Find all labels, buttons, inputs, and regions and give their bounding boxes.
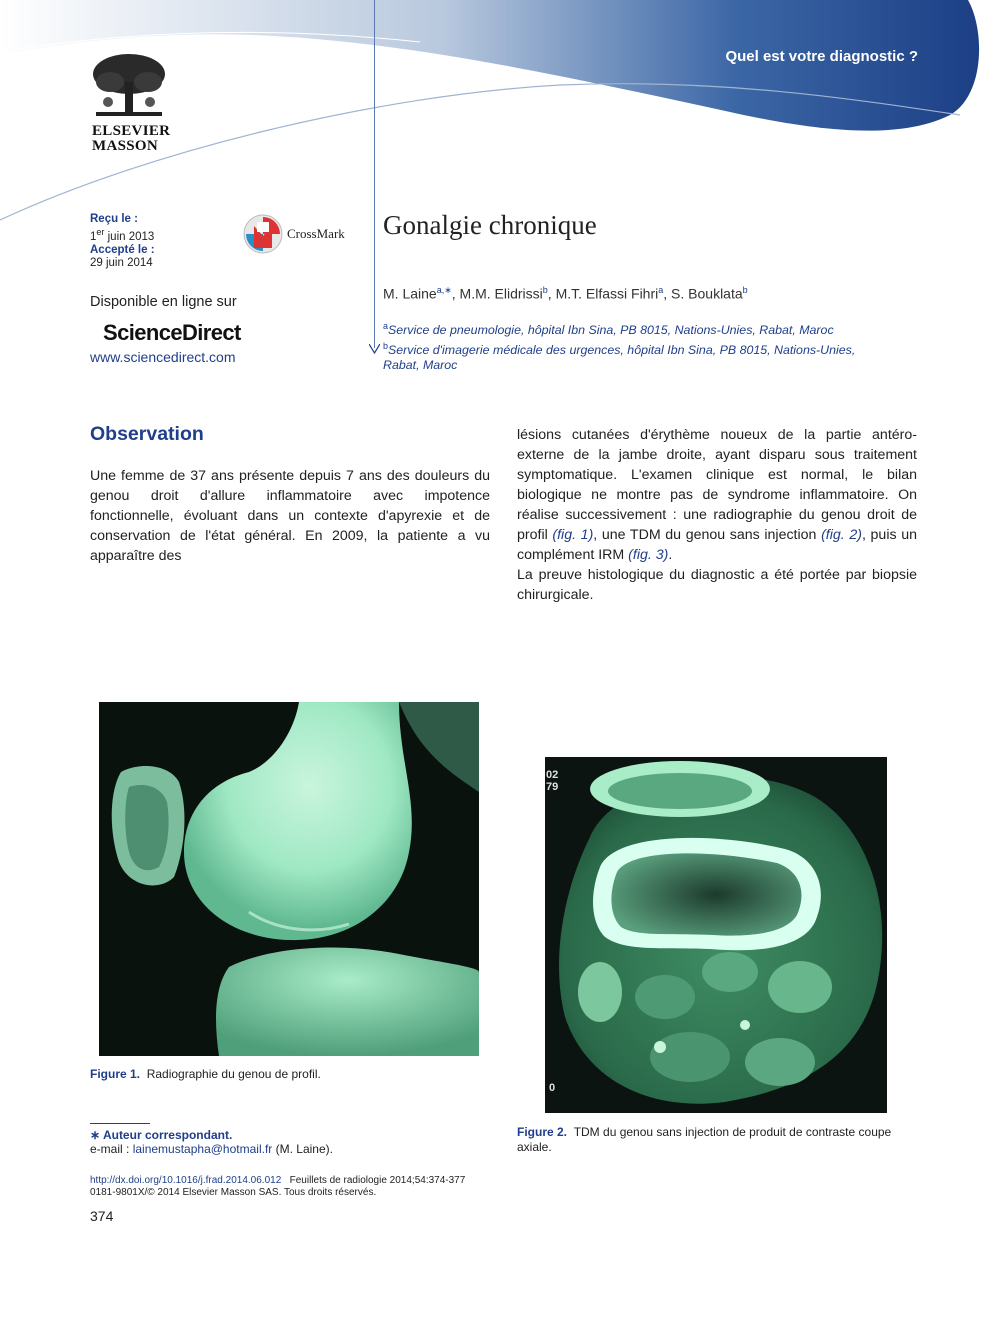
author-1: M. Laine xyxy=(383,285,437,302)
availability-label: Disponible en ligne sur xyxy=(90,294,237,310)
corresponding-author-label: ∗ Auteur correspondant. xyxy=(90,1128,233,1142)
accepted-label: Accepté le : xyxy=(90,243,155,256)
section-label: Quel est votre diagnostic ? xyxy=(725,48,918,65)
figure-1-caption: Figure 1. Radiographie du genou de profil. xyxy=(90,1067,321,1081)
affiliations xyxy=(383,319,883,374)
email-line: e-mail : lainemustapha@hotmail.fr (M. Laine). xyxy=(90,1142,333,1156)
copyright: 0181-9801X/© 2014 Elsevier Masson SAS. Tous droits réservés. xyxy=(90,1187,377,1198)
footnote-rule xyxy=(90,1123,150,1124)
arrow-down-icon xyxy=(369,344,380,354)
affiliation-b-cont: Rabat, Maroc xyxy=(383,358,458,373)
email-link[interactable]: lainemustapha@hotmail.fr xyxy=(132,1142,273,1156)
observation-paragraph-1: Une femme de 37 ans présente depuis 7 ans des douleurs du genou droit d'allure inflammatoire avec impotence fonctionnelle, évoluant dans un contexte d'apyrexie et de conservation de l'état général. En 2009, la patiente a vu apparaître des xyxy=(90,468,490,564)
crossmark-label: CrossMark xyxy=(287,226,345,241)
elsevier-tree-logo xyxy=(90,52,168,122)
received-label: Reçu le : xyxy=(90,213,138,225)
fig2-ref[interactable]: (fig. 2) xyxy=(821,527,862,543)
figure-2-caption: Figure 2. TDM du genou sans injection de produit de contraste coupe axiale. xyxy=(517,1125,892,1154)
vertical-rule xyxy=(374,0,375,348)
sciencedirect-logo: ScienceDirect xyxy=(103,320,241,345)
observation-paragraph-2: lésions cutanées d'érythème noueux de la partie antéro-externe de la jambe droite, ayant disparu sous traitement symptomatique. L'examen clinique est normal, le bilan biologique ne montre pas de syndrome inflammatoire. On réalise successivement : une radiographie du genou droit de profil (fig. 1), une TDM du genou sans injection (fig. 2), puis un complément IRM (fig. 3). La preuve histologique du diagnostic a été portée par biopsie chirurgicale. xyxy=(517,427,917,603)
article-title: Gonalgie chronique xyxy=(383,210,597,240)
crossmark-badge[interactable] xyxy=(243,214,345,254)
figure-1-xray-image xyxy=(99,702,479,1056)
fig3-ref[interactable]: (fig. 3) xyxy=(628,547,669,563)
footer-citation xyxy=(90,1175,465,1199)
affiliation-b: $^b$Service d'imagerie médicale des urgences, hôpital Ibn Sina, PB 8015, Nations-Unies, xyxy=(383,340,856,357)
author-4: S. Bouklata xyxy=(671,285,743,302)
figure-2-ct-image xyxy=(545,757,887,1113)
dates-block xyxy=(90,213,155,270)
page-number: 374 xyxy=(90,1208,114,1224)
crossmark-icon xyxy=(243,214,283,254)
affiliation-a: $^a$Service de pneumologie, hôpital Ibn Sina, PB 8015, Nations-Unies, Rabat, Maroc xyxy=(383,321,834,338)
ct-overlay-bottom: 0 xyxy=(549,1082,556,1094)
doi-link[interactable]: http://dx.doi.org/10.1016/j.frad.2014.06.012 xyxy=(90,1175,282,1186)
author-3: M.T. Elfassi Fihri xyxy=(555,285,659,302)
sciencedirect-link[interactable]: www.sciencedirect.com xyxy=(90,349,236,365)
section-heading: Observation xyxy=(90,423,204,445)
received-date: 1er juin 2013 xyxy=(90,227,155,243)
journal-citation: Feuillets de radiologie 2014;54:374-377 xyxy=(289,1175,466,1186)
footnote xyxy=(90,1128,333,1156)
observation-paragraph-3: La preuve histologique du diagnostic a été portée par biopsie chirurgicale. xyxy=(517,567,917,603)
publisher-name: ELSEVIER MASSON xyxy=(92,123,171,154)
ct-overlay-top: 02 79 xyxy=(546,769,559,793)
accepted-date: 29 juin 2014 xyxy=(90,256,153,269)
author-list: M. Laine$^{a,∗}$, M.M. Elidrissi$^b$, M.T. Elfassi Fihri$^a$, S. Bouklata$^b$ xyxy=(383,285,748,302)
author-2: M.M. Elidrissi xyxy=(459,285,543,302)
fig1-ref[interactable]: (fig. 1) xyxy=(552,527,594,543)
